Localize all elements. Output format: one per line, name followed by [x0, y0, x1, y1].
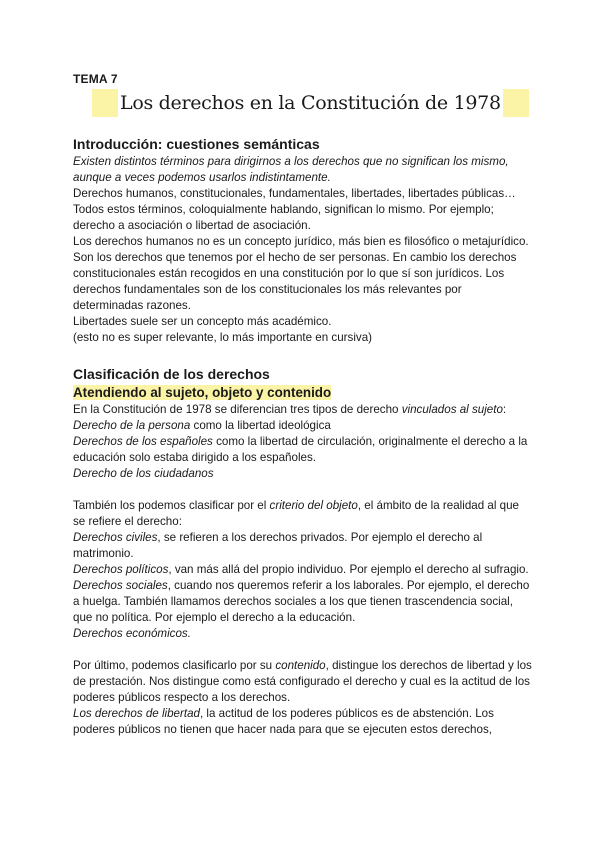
section-spacer — [73, 346, 533, 364]
intro-paragraph-4: (esto no es super relevante, lo más importante en cursiva) — [73, 331, 373, 344]
objeto-item-politicos: Derechos políticos, van más allá del propio individuo. Por ejemplo el derecho al sufragio. — [73, 563, 529, 576]
objeto-item-civiles: Derechos civiles, se refieren a los derechos privados. Por ejemplo el derecho al matrimonio. — [73, 531, 483, 560]
intro-paragraph-1: Derechos humanos, constitucionales, fundamentales, libertades, libertades públicas… Todos estos términos, coloquialmente hablando, significan lo mismo. Por ejemplo; derecho a asociación o libertad de asociación. — [73, 187, 516, 232]
intro-paragraph-3: Libertades suele ser un concepto más académico. — [73, 315, 332, 328]
intro-paragraph-2: Los derechos humanos no es un concepto jurídico, más bien es filosófico o metajurídico. Son los derechos que tenemos por el hecho de ser personas. En cambio los derechos constitucionales están recogidos en una constitución por lo que sí son jurídicos. Los derechos fundamentales son de los constitucionales los más relevantes por determinadas razones. — [73, 235, 529, 312]
objeto-lead: También los podemos clasificar por el criterio del objeto, el ámbito de la realidad al que se refiere el derecho: — [73, 499, 519, 528]
title-highlight-right — [503, 89, 529, 117]
sujeto-item-ciudadanos: Derecho de los ciudadanos — [73, 467, 214, 480]
tema-label: TEMA 7 — [73, 72, 118, 86]
sujeto-lead: En la Constitución de 1978 se diferencian tres tipos de derecho vinculados al sujeto: — [73, 403, 507, 416]
objeto-item-economicos: Derechos económicos. — [73, 627, 191, 640]
paragraph-spacer — [73, 482, 533, 498]
paragraph-spacer — [73, 642, 533, 658]
sujeto-item-espanoles: Derechos de los españoles como la libertad de circulación, originalmente el derecho a la educación solo estaba dirigido a los españoles. — [73, 435, 528, 464]
contenido-item-libertad: Los derechos de libertad, la actitud de los poderes públicos es de abstención. Los poderes públicos no tienen que hacer nada para que se ejecuten estos derechos, — [73, 707, 494, 736]
intro-italic-lead: Existen distintos términos para dirigirnos a los derechos que no significan los mismo, aunque a veces podemos usarlos indistintamente. — [73, 155, 509, 184]
clasificacion-heading: Clasificación de los derechos — [73, 366, 270, 382]
objeto-item-sociales: Derechos sociales, cuando nos queremos referir a los laborales. Por ejemplo, el derecho a huelga. También llamamos derechos sociales a los que tienen trascendencia social, que no política. Por ejemplo el derecho a la educación. — [73, 579, 530, 624]
clasificacion-subheading: Atendiendo al sujeto, objeto y contenido — [73, 385, 332, 400]
document-body — [73, 134, 533, 738]
page-title: Los derechos en la Constitución de 1978 — [120, 92, 501, 114]
intro-heading: Introducción: cuestiones semánticas — [73, 136, 320, 152]
sujeto-item-persona: Derecho de la persona como la libertad ideológica — [73, 419, 331, 432]
title-row — [92, 88, 529, 118]
contenido-lead: Por último, podemos clasificarlo por su contenido, distingue los derechos de libertad y los de prestación. Nos distingue como está configurado el derecho y cual es la actitud de los poderes públicos respecto a los derechos. — [73, 659, 532, 704]
title-highlight-left — [92, 89, 118, 117]
